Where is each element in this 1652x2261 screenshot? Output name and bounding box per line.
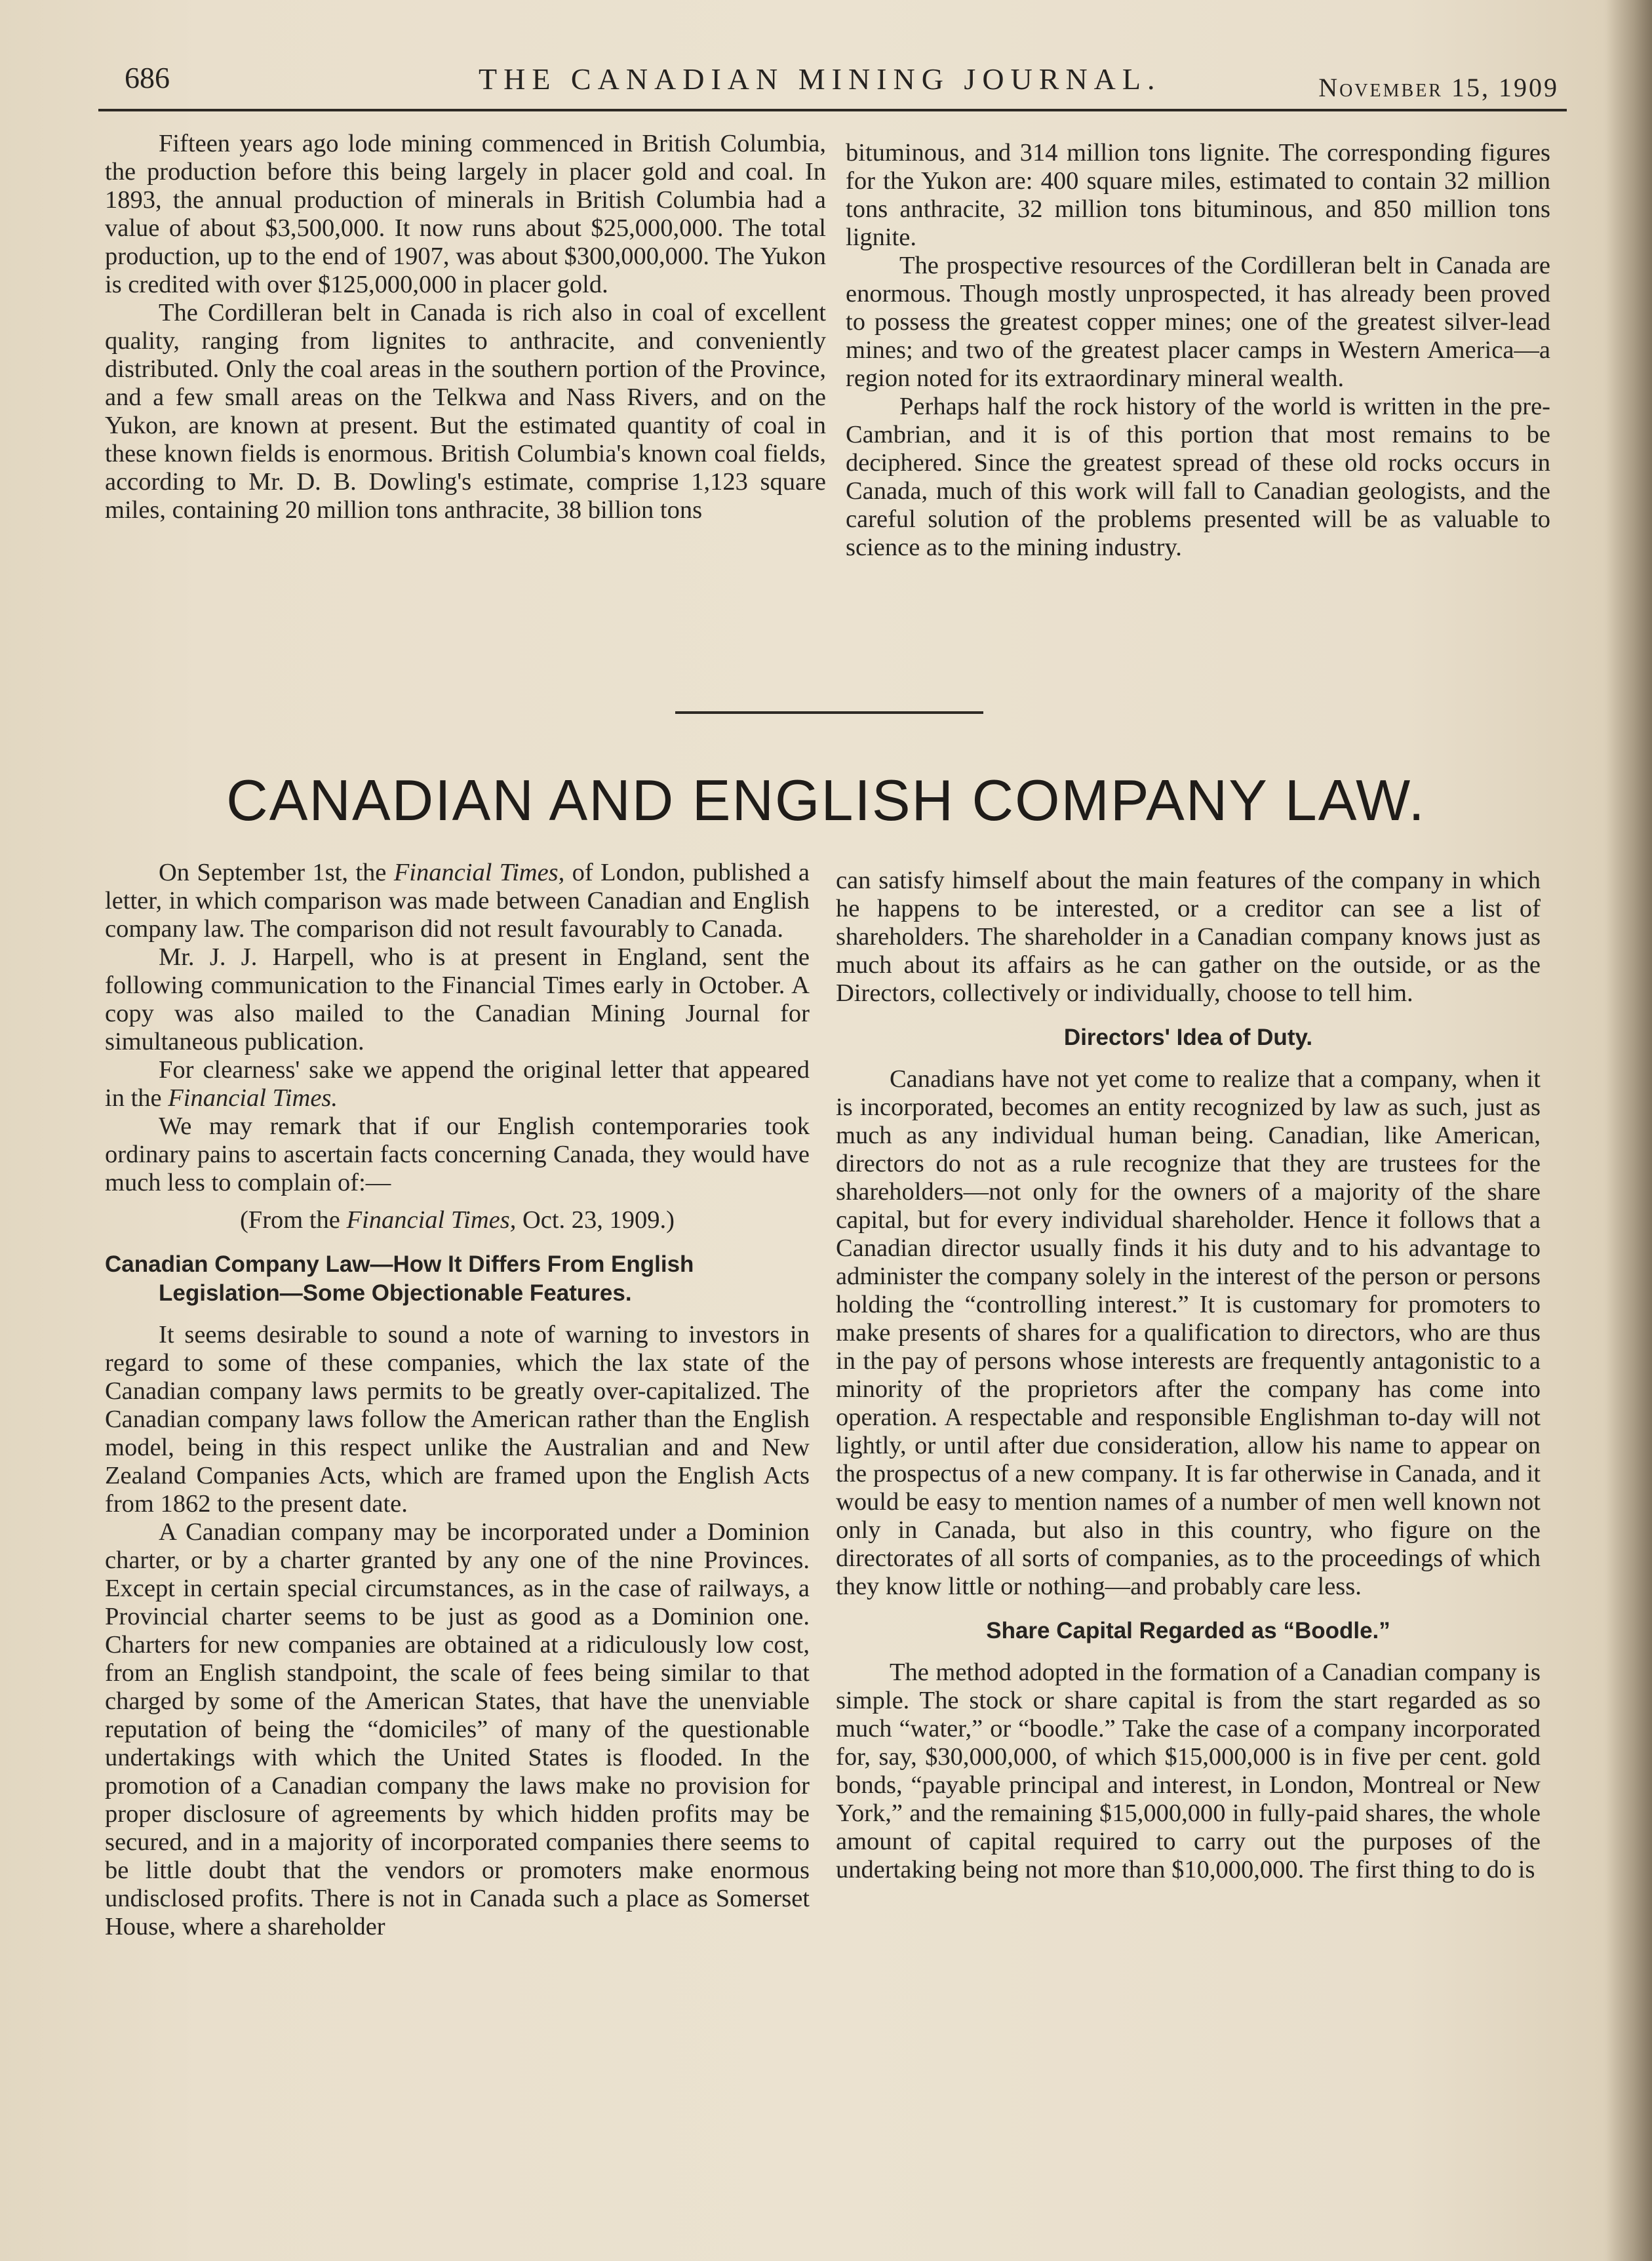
publication-name: Financial Times,	[393, 859, 565, 886]
paragraph: Fifteen years ago lode mining commenced in British Columbia, the production before this being largely in placer gold and coal. In 1893, the annual production of minerals in British Columbia had a value of about $3,500,000. It now runs about $25,000,000. The total production, up to the end of 1907, was about $300,000,000. The Yukon is credited with over $125,000,000 in placer gold.	[105, 130, 826, 298]
binding-edge-shadow	[1606, 0, 1652, 2261]
page-header	[98, 58, 1567, 117]
top-left-column	[105, 130, 826, 524]
top-right-column	[846, 139, 1550, 562]
directors-paragraph: Canadians have not yet come to realize that a company, when it is incorporated, becomes an entity recognized by law as such, just as much as any individual human being. Canadian, like American, directors do not as a rule recognize that they are trustees for the shareholders—not only for the owners of a majority of the share capital, but for every individual shareholder. Hence it follows that a Canadian director usually finds it his duty and to his advantage to administer the company solely in the interest of the person or persons holding the “controlling interest.” It is customary for promoters to make presents of shares for a qualification to directors, who are thus in the pay of persons whose interests are frequently antagonistic to a minority of the proprietors after the company has come into operation. A respectable and responsible Englishman to-day will not lightly, or until after due consideration, allow his name to appear on the prospectus of a new company. It is far otherwise in Canada, and it would be easy to mention names of a number of men well known not only in Canada, but also in this country, who figure on the directorates of all sorts of companies, as to the proceedings of which they know little or nothing—and probably care less.	[836, 1065, 1541, 1600]
section-divider	[675, 711, 983, 714]
page-number: 686	[125, 61, 170, 94]
publication-name: Financial Times.	[168, 1084, 338, 1112]
article-title: CANADIAN AND ENGLISH COMPANY LAW.	[226, 768, 1426, 833]
article-left-column	[105, 859, 810, 1941]
share-capital-heading: Share Capital Regarded as “Boodle.”	[986, 1618, 1390, 1643]
intro-paragraph: We may remark that if our English contemporaries took ordinary pains to ascertain facts concerning Canada, they would have much less to complain of:—	[105, 1112, 810, 1196]
share-capital-paragraph: The method adopted in the formation of a Canadian company is simple. The stock or share capital is from the start regarded as so much “water,” or “boodle.” Take the case of a company incorporated for, say, $30,000,000, of which $15,000,000 is in five per cent. gold bonds, “payable principal and interest, in London, Montreal or New York,” and the remaining $15,000,000 in fully-paid shares, the whole amount of capital required to carry out the purposes of the undertaking being not more than $10,000,000. The first thing to do is	[836, 1659, 1541, 1883]
paragraph: The Cordilleran belt in Canada is rich also in coal of excellent quality, ranging from lignites to anthracite, and conveniently distributed. Only the coal areas in the southern portion of the Province, and a few small areas on the Telkwa and Nass Rivers, and on the Yukon, are known at present. But the estimated quantity of coal in these known fields is enormous. British Columbia's known coal fields, according to Mr. D. B. Dowling's estimate, comprise 1,123 square miles, containing 20 million tons anthracite, 38 billion tons	[105, 299, 826, 524]
letter-paragraph: A Canadian company may be incorporated under a Dominion charter, or by a charter granted by any one of the nine Provinces. Except in certain special circumstances, as in the case of railways, a Provincial charter seems to be just as good as a Dominion one. Charters for new companies are obtained at a ridiculously low cost, from an English standpoint, the scale of fees being similar to that charged by some of the American States, that have the unenviable reputation of being the “domiciles” of many of the questionable undertakings with which the United States is flooded. In the promotion of a Canadian company the laws make no provision for proper disclosure of agreements by which hidden profits may be secured, and in a majority of incorporated companies there seems to be little doubt that the vendors or promoters make enormous undisclosed profits. There is not in Canada such a place as Somerset House, where a shareholder	[105, 1518, 810, 1940]
paragraph: The prospective resources of the Cordilleran belt in Canada are enormous. Though mostly unprospected, it has already been proved to possess the greatest copper mines; one of the greatest silver-lead mines; and two of the greatest placer camps in Western America—a region noted for its extraordinary mineral wealth.	[846, 252, 1550, 392]
intro-paragraph: Mr. J. J. Harpell, who is at present in England, sent the following communication to the Financial Times early in October. A copy was also mailed to the Canadian Mining Journal for simultaneous publication.	[105, 943, 810, 1055]
intro-paragraph: For clearness' sake we append the original letter that appeared in the Financial Times.	[105, 1056, 810, 1112]
continued-paragraph: can satisfy himself about the main features of the company in which he happens to be interested, or a creditor can see a list of shareholders. The shareholder in a Canadian company knows just as much about its affairs as he can gather on the outside, or as the Directors, collectively or individually, choose to tell him.	[836, 867, 1541, 1007]
directors-heading: Directors' Idea of Duty.	[1063, 1025, 1313, 1050]
intro-paragraph: On September 1st, the Financial Times, of London, published a letter, in which comparison was made between Canadian and English company law. The comparison did not result favourably to Canada.	[105, 859, 810, 943]
header-rule	[98, 109, 1567, 111]
continued-paragraph: bituminous, and 314 million tons lignite. The corresponding figures for the Yukon are: 400 square miles, estimated to contain 32 million tons anthracite, 32 million tons bituminous, and 850 million tons lignite.	[846, 139, 1550, 251]
source-note: (From the Financial Times, Oct. 23, 1909.)	[239, 1206, 675, 1234]
journal-title: THE CANADIAN MINING JOURNAL.	[479, 62, 1162, 96]
letter-heading: Canadian Company Law—How It Differs From English Legislation—Some Objectionable Features.	[105, 1251, 694, 1306]
letter-paragraph: It seems desirable to sound a note of warning to investors in regard to some of these companies, which the lax state of the Canadian company laws permits to be greatly over-capitalized. The Canadian company laws follow the American rather than the English model, being in this respect unlike the Australian and and New Zealand Companies Acts, which are framed upon the English Acts from 1862 to the present date.	[105, 1321, 810, 1518]
article-right-column	[836, 867, 1541, 1884]
paragraph: Perhaps half the rock history of the world is written in the pre-Cambrian, and it is of this portion that most remains to be deciphered. Since the greatest spread of these old rocks occurs in Canada, much of this work will fall to Canadian geologists, and the careful solution of the problems presented will be as valuable to science as to the mining industry.	[846, 393, 1550, 561]
issue-date: November 15, 1909	[1318, 73, 1559, 102]
